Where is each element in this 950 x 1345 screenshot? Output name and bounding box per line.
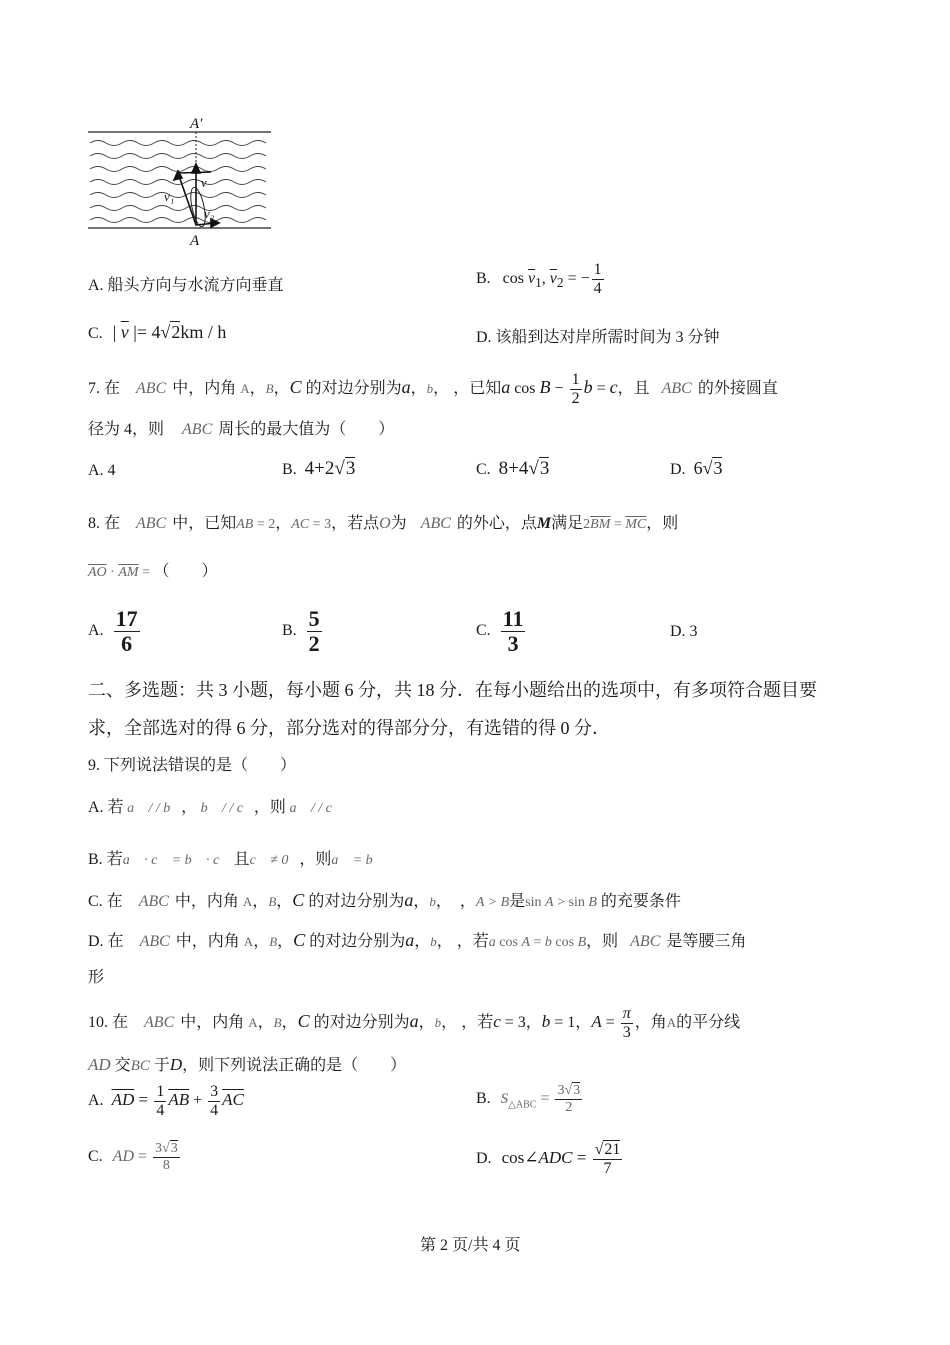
label-v: v (201, 175, 207, 190)
q7-stem-line2: 径为 4，则 ABC 周长的最大值为（ ） (88, 421, 395, 438)
q8-option-c: C. $\frac{11}{3}$ (476, 606, 524, 656)
q10-option-d: D. cos∠ADC = $\frac{√21}{7}$ (476, 1141, 621, 1177)
q6-option-c: C. | $\overline{v}$ |= 4√2km / h (88, 322, 227, 342)
q7-option-b: B. 4+2√3 (282, 458, 356, 479)
section2-line1: 二、多选题：共 3 小题，每小题 6 分，共 18 分．在每小题给出的选项中，有多项符合题目要 (88, 680, 817, 700)
q6-option-d: D. 该船到达对岸所需时间为 3 分钟 (476, 329, 720, 346)
q10-option-c: C. AD = $\frac{3√3}{8}$ (88, 1141, 178, 1173)
q8-stem-line2: $\overline{AO} \cdot \overline{AM}$ = （ ） (88, 563, 218, 580)
q10-stem-line1: 10. 在 ABC 中，内角 A，B，C 的对边分别为a，b， ，若c = 3，b = 1，A = $\frac{\pi}{3}$ ，角A的平分线 (88, 1005, 741, 1041)
q6-option-a: A. 船头方向与水流方向垂直 (88, 277, 284, 294)
q7-option-a: A. 4 (88, 462, 116, 479)
q7-option-d: D. 6√3 (670, 458, 723, 478)
q7-option-c: C. 8+4√3 (476, 458, 550, 479)
label-v2: v₂ (204, 206, 215, 221)
q10-option-a: A. $\overline{AD}$ = $\frac{1}{4}$ $\overline{AB}$ + $\frac{3}{4}$ $\overline{AC}$ (88, 1083, 244, 1119)
q9-option-d-line2: 形 (88, 969, 105, 986)
label-v1: v₁ (164, 189, 175, 204)
section2-line2: 求，全部选对的得 6 分，部分选对的得部分分，有选错的得 0 分． (88, 718, 610, 738)
q9-stem: 9. 下列说法错误的是（ ） (88, 757, 297, 774)
q8-stem-line1: 8. 在 ABC 中，已知AB = 2，AC = 3，若点O为 ABC 的外心，点M满足$2\overline{BM} = \overline{MC}$，则 (88, 515, 679, 532)
q8-option-a: A. $\frac{17}{6}$ (88, 606, 138, 656)
q7-stem-line1: 7. 在 ABC 中，内角 A，B，C 的对边分别为a，b， ，已知a cos B − $\frac{1}{2}$ b = c，且 ABC 的外接圆直 (88, 371, 778, 407)
q9-option-a: A. 若 a⃗ / / b⃗， b⃗ / / c⃗，则 a⃗ / / c⃗ (88, 799, 343, 816)
q10-option-b: B. $S_{\triangle ABC}$ = $\frac{3√3}{2}$ (476, 1083, 581, 1115)
q9-option-c: C. 在 ABC 中，内角 A，B，C 的对边分别为a，b， ，A > B是sin A > sin B 的充要条件 (88, 890, 681, 910)
q8-option-d: D. 3 (670, 623, 698, 640)
q8-option-b: B. $\frac{5}{2}$ (282, 606, 320, 656)
q6-option-b: B. $\cos \overline{v}_1$, $\overline{v}_2$ = − $\frac{1}{4}$ (476, 261, 602, 297)
river-crossing-figure (86, 115, 276, 250)
label-a: A (190, 233, 200, 249)
q9-option-d-line1: D. 在 ABC 中，内角 A，B，C 的对边分别为a，b， ，若a cos A = b cos B，则 ABC 是等腰三角 (88, 930, 747, 950)
q10-stem-line2: AD 交BC 于D，则下列说法正确的是（ ） (88, 1055, 407, 1074)
page-footer: 第 2 页/共 4 页 (420, 1237, 521, 1254)
label-a-prime: A′ (190, 116, 203, 132)
q9-option-b: B. 若a⃗ · c⃗ = b⃗ · c⃗ 且c⃗ ≠ 0⃗，则a⃗ = b⃗ (88, 851, 384, 868)
